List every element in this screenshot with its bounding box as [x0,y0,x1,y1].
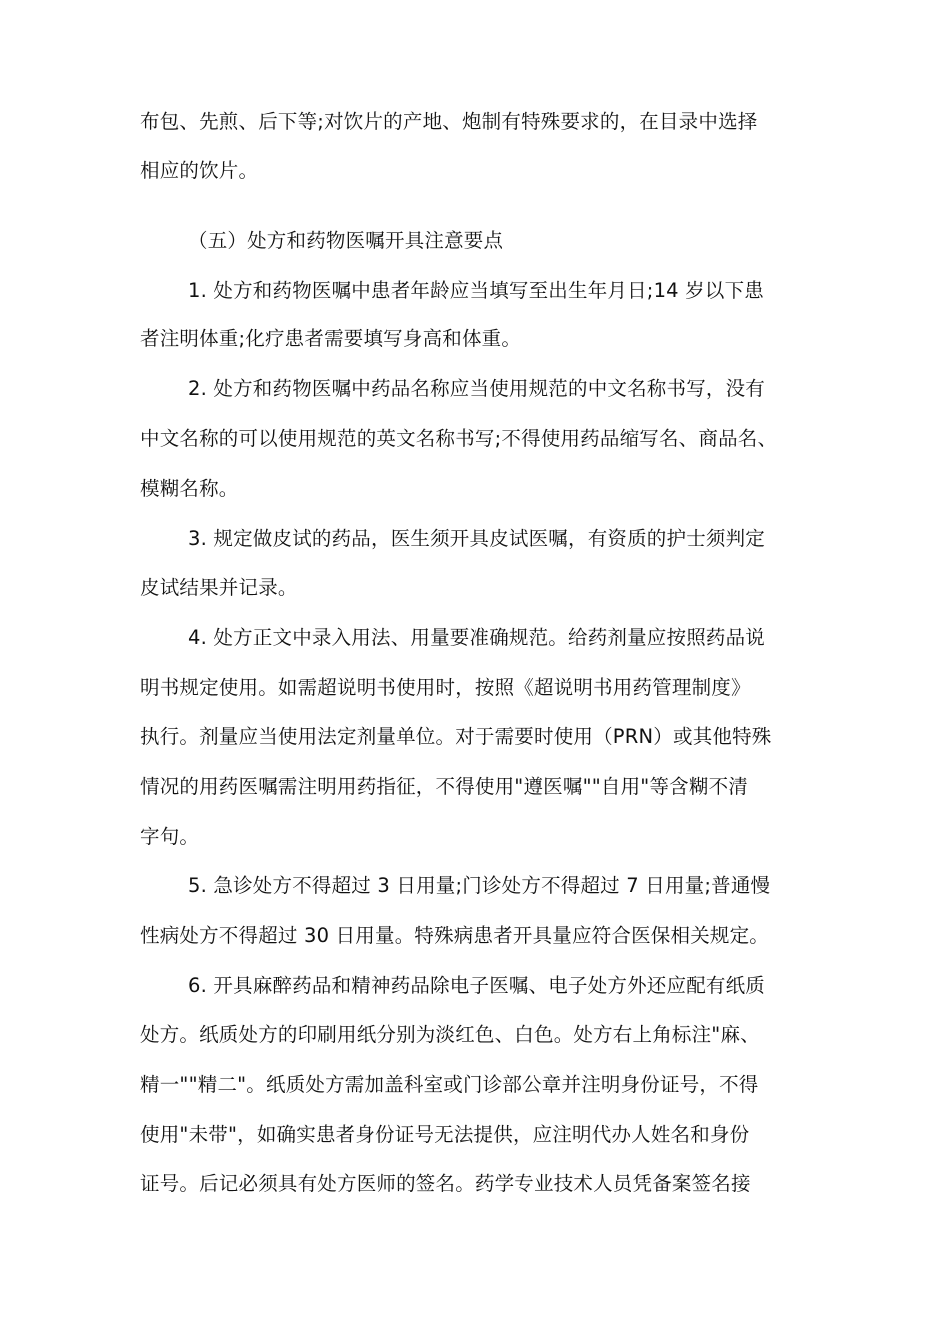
list-item-4-line: 明书规定使用。如需超说明书使用时，按照《超说明书用药管理制度》 [140,676,751,699]
paragraph-line: 布包、先煎、后下等;对饮片的产地、炮制有特殊要求的，在目录中选择 [140,110,758,133]
list-item-6-line: 证号。后记必须具有处方医师的签名。药学专业技术人员凭备案签名接 [140,1172,751,1195]
list-item-6-line: 6. 开具麻醉药品和精神药品除电子医嘱、电子处方外还应配有纸质 [188,974,766,997]
list-item-1-line: 者注明体重;化疗患者需要填写身高和体重。 [140,327,522,350]
list-item-6-line: 使用"未带"，如确实患者身份证号无法提供，应注明代办人姓名和身份 [140,1123,750,1146]
list-item-2-line: 模糊名称。 [140,477,239,500]
list-item-6-line: 精一""精二"。纸质处方需加盖科室或门诊部公章并注明身份证号，不得 [140,1073,759,1096]
section-heading: （五）处方和药物医嘱开具注意要点 [188,229,504,252]
list-item-6-line: 处方。纸质处方的印刷用纸分别为淡红色、白色。处方右上角标注"麻、 [140,1023,760,1046]
list-item-3-line: 皮试结果并记录。 [140,576,298,599]
list-item-1-line: 1. 处方和药物医嘱中患者年龄应当填写至出生年月日;14 岁以下患 [188,279,764,302]
list-item-4-line: 情况的用药医嘱需注明用药指征，不得使用"遵医嘱""自用"等含糊不清 [140,775,748,798]
paragraph-line: 相应的饮片。 [140,159,259,182]
list-item-2-line: 2. 处方和药物医嘱中药品名称应当使用规范的中文名称书写，没有 [188,377,766,400]
list-item-3-line: 3. 规定做皮试的药品，医生须开具皮试医嘱，有资质的护士须判定 [188,527,766,550]
list-item-4-line: 4. 处方正文中录入用法、用量要准确规范。给药剂量应按照药品说 [188,626,766,649]
list-item-4-line: 执行。剂量应当使用法定剂量单位。对于需要时使用（PRN）或其他特殊 [140,725,772,748]
list-item-2-line: 中文名称的可以使用规范的英文名称书写;不得使用药品缩写名、商品名、 [140,427,778,450]
list-item-5-line: 5. 急诊处方不得超过 3 日用量;门诊处方不得超过 7 日用量;普通慢 [188,874,771,897]
list-item-5-line: 性病处方不得超过 30 日用量。特殊病患者开具量应符合医保相关规定。 [140,924,770,947]
list-item-4-line: 字句。 [140,825,200,848]
